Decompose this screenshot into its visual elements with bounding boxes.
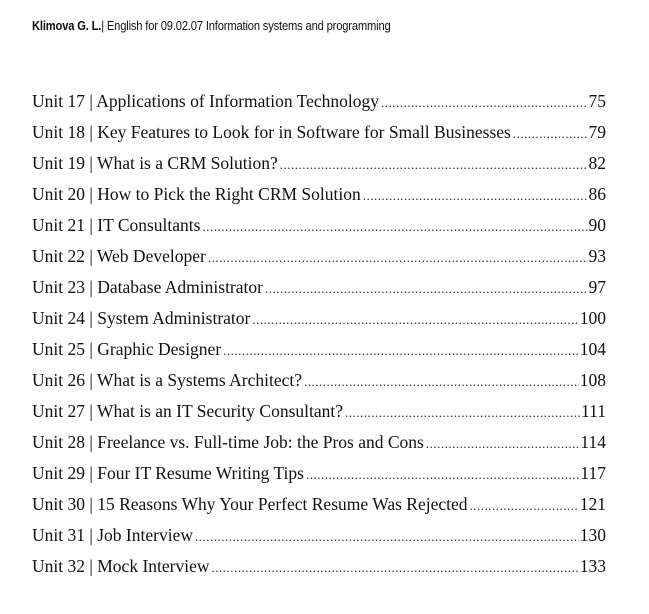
toc-entry-title: Unit 17 | Applications of Information Technology bbox=[32, 91, 380, 111]
toc-entry-title: Unit 19 | What is a CRM Solution? bbox=[32, 153, 278, 173]
toc-entry bbox=[32, 524, 606, 555]
toc-entry-title: Unit 24 | System Administrator bbox=[32, 308, 251, 328]
toc-entry bbox=[32, 245, 606, 276]
dot-leader bbox=[280, 154, 588, 176]
dot-leader bbox=[513, 123, 588, 145]
toc-entry-page: 130 bbox=[579, 525, 606, 545]
toc-entry-title: Unit 31 | Job Interview bbox=[32, 525, 193, 545]
author-name: Klimova G. L. bbox=[32, 18, 102, 33]
toc-entry-title: Unit 30 | 15 Reasons Why Your Perfect Resume Was Rejected bbox=[32, 494, 468, 514]
toc-entry bbox=[32, 369, 606, 400]
toc-entry-title: Unit 26 | What is a Systems Architect? bbox=[32, 370, 303, 390]
toc-entry-title: Unit 20 | How to Pick the Right CRM Solution bbox=[32, 184, 361, 204]
toc-entry-title: Unit 28 | Freelance vs. Full-time Job: the Pros and Cons bbox=[32, 432, 424, 452]
toc-entry-page: 93 bbox=[588, 246, 606, 266]
toc-entry bbox=[32, 307, 606, 338]
toc-entry bbox=[32, 152, 606, 183]
toc-entry-page: 121 bbox=[579, 494, 606, 514]
dot-leader bbox=[212, 557, 579, 579]
toc-entry bbox=[32, 555, 606, 586]
dot-leader bbox=[426, 433, 580, 455]
toc-entry-page: 97 bbox=[588, 277, 606, 297]
toc-entry-title: Unit 18 | Key Features to Look for in Software for Small Businesses bbox=[32, 122, 511, 142]
toc-entry-title: Unit 32 | Mock Interview bbox=[32, 556, 210, 576]
dot-leader bbox=[381, 92, 587, 114]
dot-leader bbox=[223, 340, 579, 362]
dot-leader bbox=[208, 247, 588, 269]
toc-entry bbox=[32, 183, 606, 214]
toc-entry-title: Unit 22 | Web Developer bbox=[32, 246, 206, 266]
table-of-contents bbox=[32, 90, 606, 586]
toc-entry bbox=[32, 462, 606, 493]
toc-entry-page: 117 bbox=[580, 463, 606, 483]
toc-entry bbox=[32, 400, 606, 431]
toc-entry-title: Unit 25 | Graphic Designer bbox=[32, 339, 222, 359]
toc-entry-page: 111 bbox=[581, 401, 606, 421]
dot-leader bbox=[363, 185, 588, 207]
header-separator: | bbox=[101, 18, 107, 33]
dot-leader bbox=[265, 278, 588, 300]
toc-entry-page: 82 bbox=[588, 153, 606, 173]
dot-leader bbox=[304, 371, 579, 393]
toc-entry-page: 79 bbox=[588, 122, 606, 142]
toc-entry bbox=[32, 493, 606, 524]
toc-entry bbox=[32, 214, 606, 245]
toc-entry bbox=[32, 276, 606, 307]
toc-entry-page: 104 bbox=[579, 339, 606, 359]
toc-entry bbox=[32, 338, 606, 369]
dot-leader bbox=[202, 216, 587, 238]
dot-leader bbox=[469, 495, 578, 517]
toc-entry-title: Unit 21 | IT Consultants bbox=[32, 215, 201, 235]
toc-entry bbox=[32, 431, 606, 462]
toc-entry-page: 133 bbox=[579, 556, 606, 576]
toc-entry-page: 108 bbox=[579, 370, 606, 390]
dot-leader bbox=[345, 402, 580, 424]
toc-entry-page: 86 bbox=[588, 184, 606, 204]
dot-leader bbox=[195, 526, 579, 548]
toc-entry-title: Unit 23 | Database Administrator bbox=[32, 277, 263, 297]
toc-entry-title: Unit 29 | Four IT Resume Writing Tips bbox=[32, 463, 304, 483]
toc-entry-page: 114 bbox=[580, 432, 606, 452]
book-title: English for 09.02.07 Information systems and programming bbox=[106, 18, 391, 33]
toc-entry-page: 90 bbox=[588, 215, 606, 235]
running-header bbox=[32, 18, 391, 33]
dot-leader bbox=[306, 464, 579, 486]
toc-entry bbox=[32, 121, 606, 152]
dot-leader bbox=[252, 309, 578, 331]
toc-entry-page: 75 bbox=[588, 91, 606, 111]
toc-entry-title: Unit 27 | What is an IT Security Consultant? bbox=[32, 401, 344, 421]
toc-entry-page: 100 bbox=[579, 308, 606, 328]
toc-entry bbox=[32, 90, 606, 121]
